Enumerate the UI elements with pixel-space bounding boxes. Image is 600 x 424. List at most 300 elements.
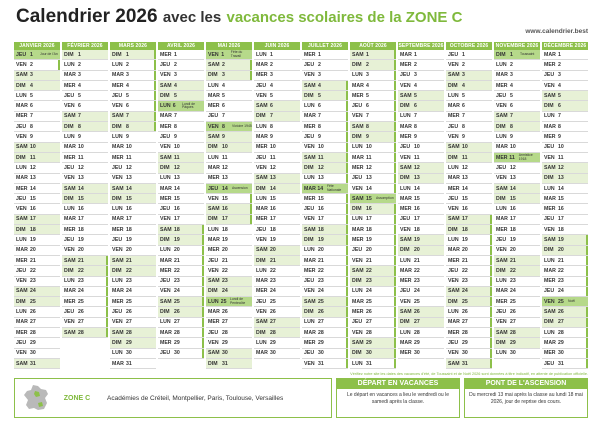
day-cell[interactable] (350, 246, 396, 256)
day-cell[interactable] (158, 101, 204, 111)
day-cell[interactable] (542, 143, 588, 153)
day-cell[interactable] (350, 194, 396, 204)
day-cell[interactable] (542, 204, 588, 214)
day-cell[interactable] (254, 318, 300, 328)
website-url[interactable]: www.calendrier.best (525, 28, 588, 35)
day-cell[interactable] (62, 266, 108, 276)
day-cell[interactable] (158, 174, 204, 184)
day-cell[interactable] (350, 174, 396, 184)
day-cell[interactable] (14, 132, 60, 142)
day-cell[interactable] (302, 287, 348, 297)
day-cell[interactable] (542, 112, 588, 122)
day-cell[interactable] (158, 256, 204, 266)
day-cell[interactable] (62, 143, 108, 153)
day-cell[interactable] (398, 163, 444, 173)
day-cell[interactable] (254, 101, 300, 111)
day-cell[interactable] (542, 318, 588, 328)
day-cell[interactable] (254, 132, 300, 142)
day-cell[interactable] (254, 143, 300, 153)
day-cell[interactable] (542, 287, 588, 297)
day-cell[interactable] (542, 60, 588, 70)
day-cell[interactable] (350, 101, 396, 111)
day-cell[interactable] (14, 50, 60, 60)
day-cell[interactable] (14, 328, 60, 338)
day-cell[interactable] (542, 50, 588, 60)
day-cell[interactable] (446, 194, 492, 204)
day-cell[interactable] (14, 184, 60, 194)
day-cell[interactable] (350, 163, 396, 173)
day-cell[interactable] (494, 174, 540, 184)
day-cell[interactable] (446, 215, 492, 225)
day-cell[interactable] (446, 153, 492, 163)
day-cell[interactable] (446, 204, 492, 214)
day-cell[interactable] (206, 328, 252, 338)
day-cell[interactable] (350, 349, 396, 359)
day-cell[interactable] (302, 153, 348, 163)
day-cell[interactable] (494, 266, 540, 276)
day-cell[interactable] (158, 338, 204, 348)
day-cell[interactable] (542, 225, 588, 235)
day-cell[interactable] (110, 81, 156, 91)
day-cell[interactable] (542, 215, 588, 225)
day-cell[interactable] (158, 204, 204, 214)
day-cell[interactable] (158, 153, 204, 163)
day-cell[interactable] (302, 81, 348, 91)
day-cell[interactable] (542, 163, 588, 173)
day-cell[interactable] (62, 297, 108, 307)
day-cell[interactable] (254, 235, 300, 245)
day-cell[interactable] (302, 71, 348, 81)
day-cell[interactable] (542, 174, 588, 184)
day-cell[interactable] (110, 204, 156, 214)
day-cell[interactable] (398, 235, 444, 245)
day-cell[interactable] (158, 287, 204, 297)
day-cell[interactable] (62, 235, 108, 245)
day-cell[interactable] (398, 297, 444, 307)
day-cell[interactable] (398, 60, 444, 70)
day-cell[interactable] (302, 349, 348, 359)
day-cell[interactable] (446, 50, 492, 60)
day-cell[interactable] (542, 71, 588, 81)
day-cell[interactable] (350, 328, 396, 338)
day-cell[interactable] (302, 184, 348, 194)
day-cell[interactable] (350, 153, 396, 163)
day-cell[interactable] (446, 112, 492, 122)
day-cell[interactable] (302, 307, 348, 317)
day-cell[interactable] (206, 287, 252, 297)
day-cell[interactable] (350, 338, 396, 348)
day-cell[interactable] (350, 112, 396, 122)
day-cell[interactable] (302, 235, 348, 245)
day-cell[interactable] (206, 266, 252, 276)
day-cell[interactable] (110, 266, 156, 276)
day-cell[interactable] (398, 204, 444, 214)
day-cell[interactable] (158, 60, 204, 70)
day-cell[interactable] (350, 204, 396, 214)
day-cell[interactable] (206, 235, 252, 245)
day-cell[interactable] (62, 328, 108, 338)
day-cell[interactable] (446, 349, 492, 359)
day-cell[interactable] (542, 235, 588, 245)
day-cell[interactable] (206, 318, 252, 328)
day-cell[interactable] (542, 153, 588, 163)
day-cell[interactable] (158, 307, 204, 317)
day-cell[interactable] (350, 132, 396, 142)
day-cell[interactable] (254, 307, 300, 317)
day-cell[interactable] (542, 349, 588, 359)
day-cell[interactable] (14, 174, 60, 184)
day-cell[interactable] (542, 256, 588, 266)
day-cell[interactable] (398, 122, 444, 132)
day-cell[interactable] (158, 112, 204, 122)
day-cell[interactable] (350, 266, 396, 276)
day-cell[interactable] (206, 359, 252, 369)
day-cell[interactable] (542, 91, 588, 101)
day-cell[interactable] (110, 194, 156, 204)
day-cell[interactable] (494, 235, 540, 245)
day-cell[interactable] (14, 215, 60, 225)
day-cell[interactable] (14, 153, 60, 163)
day-cell[interactable] (14, 81, 60, 91)
day-cell[interactable] (14, 338, 60, 348)
day-cell[interactable] (542, 122, 588, 132)
day-cell[interactable] (14, 71, 60, 81)
day-cell[interactable] (542, 359, 588, 369)
day-cell[interactable] (302, 204, 348, 214)
day-cell[interactable] (350, 225, 396, 235)
day-cell[interactable] (542, 277, 588, 287)
day-cell[interactable] (62, 318, 108, 328)
day-cell[interactable] (494, 184, 540, 194)
day-cell[interactable] (542, 132, 588, 142)
day-cell[interactable] (14, 60, 60, 70)
day-cell[interactable] (494, 163, 540, 173)
day-cell[interactable] (206, 297, 252, 307)
day-cell[interactable] (158, 50, 204, 60)
day-cell[interactable] (494, 338, 540, 348)
day-cell[interactable] (302, 318, 348, 328)
day-cell[interactable] (110, 318, 156, 328)
day-cell[interactable] (62, 112, 108, 122)
day-cell[interactable] (254, 266, 300, 276)
day-cell[interactable] (542, 184, 588, 194)
day-cell[interactable] (494, 307, 540, 317)
day-cell[interactable] (110, 184, 156, 194)
day-cell[interactable] (110, 60, 156, 70)
day-cell[interactable] (206, 194, 252, 204)
day-cell[interactable] (350, 359, 396, 369)
day-cell[interactable] (254, 163, 300, 173)
day-cell[interactable] (158, 235, 204, 245)
day-cell[interactable] (206, 174, 252, 184)
day-cell[interactable] (398, 184, 444, 194)
day-cell[interactable] (494, 60, 540, 70)
day-cell[interactable] (110, 132, 156, 142)
day-cell[interactable] (494, 256, 540, 266)
day-cell[interactable] (110, 153, 156, 163)
day-cell[interactable] (158, 277, 204, 287)
day-cell[interactable] (158, 246, 204, 256)
day-cell[interactable] (158, 297, 204, 307)
day-cell[interactable] (158, 163, 204, 173)
day-cell[interactable] (62, 122, 108, 132)
day-cell[interactable] (350, 122, 396, 132)
day-cell[interactable] (398, 215, 444, 225)
day-cell[interactable] (62, 132, 108, 142)
day-cell[interactable] (158, 215, 204, 225)
day-cell[interactable] (110, 246, 156, 256)
day-cell[interactable] (62, 153, 108, 163)
day-cell[interactable] (206, 153, 252, 163)
day-cell[interactable] (110, 297, 156, 307)
day-cell[interactable] (302, 194, 348, 204)
day-cell[interactable] (14, 235, 60, 245)
day-cell[interactable] (494, 153, 540, 163)
day-cell[interactable] (110, 359, 156, 369)
day-cell[interactable] (158, 318, 204, 328)
day-cell[interactable] (158, 71, 204, 81)
day-cell[interactable] (62, 91, 108, 101)
day-cell[interactable] (446, 307, 492, 317)
day-cell[interactable] (494, 287, 540, 297)
day-cell[interactable] (494, 91, 540, 101)
day-cell[interactable] (494, 328, 540, 338)
day-cell[interactable] (254, 112, 300, 122)
day-cell[interactable] (206, 277, 252, 287)
day-cell[interactable] (494, 101, 540, 111)
day-cell[interactable] (62, 307, 108, 317)
day-cell[interactable] (302, 338, 348, 348)
day-cell[interactable] (398, 246, 444, 256)
day-cell[interactable] (446, 235, 492, 245)
day-cell[interactable] (398, 153, 444, 163)
day-cell[interactable] (302, 122, 348, 132)
day-cell[interactable] (446, 143, 492, 153)
day-cell[interactable] (14, 297, 60, 307)
day-cell[interactable] (62, 184, 108, 194)
day-cell[interactable] (254, 277, 300, 287)
day-cell[interactable] (446, 91, 492, 101)
day-cell[interactable] (350, 277, 396, 287)
day-cell[interactable] (158, 132, 204, 142)
day-cell[interactable] (494, 112, 540, 122)
day-cell[interactable] (398, 287, 444, 297)
day-cell[interactable] (446, 163, 492, 173)
day-cell[interactable] (398, 101, 444, 111)
day-cell[interactable] (446, 225, 492, 235)
day-cell[interactable] (398, 50, 444, 60)
day-cell[interactable] (446, 81, 492, 91)
day-cell[interactable] (494, 318, 540, 328)
day-cell[interactable] (206, 81, 252, 91)
day-cell[interactable] (110, 163, 156, 173)
day-cell[interactable] (14, 349, 60, 359)
day-cell[interactable] (254, 204, 300, 214)
day-cell[interactable] (158, 225, 204, 235)
day-cell[interactable] (62, 163, 108, 173)
day-cell[interactable] (206, 256, 252, 266)
day-cell[interactable] (254, 349, 300, 359)
day-cell[interactable] (302, 215, 348, 225)
day-cell[interactable] (110, 101, 156, 111)
day-cell[interactable] (14, 101, 60, 111)
day-cell[interactable] (206, 101, 252, 111)
day-cell[interactable] (398, 266, 444, 276)
day-cell[interactable] (14, 204, 60, 214)
day-cell[interactable] (302, 91, 348, 101)
day-cell[interactable] (350, 50, 396, 60)
day-cell[interactable] (206, 122, 252, 132)
day-cell[interactable] (446, 184, 492, 194)
day-cell[interactable] (302, 132, 348, 142)
day-cell[interactable] (254, 174, 300, 184)
day-cell[interactable] (254, 81, 300, 91)
day-cell[interactable] (398, 174, 444, 184)
day-cell[interactable] (398, 71, 444, 81)
day-cell[interactable] (206, 246, 252, 256)
day-cell[interactable] (446, 277, 492, 287)
day-cell[interactable] (206, 307, 252, 317)
day-cell[interactable] (206, 204, 252, 214)
day-cell[interactable] (302, 50, 348, 60)
day-cell[interactable] (446, 297, 492, 307)
day-cell[interactable] (110, 256, 156, 266)
day-cell[interactable] (14, 163, 60, 173)
day-cell[interactable] (110, 307, 156, 317)
day-cell[interactable] (14, 266, 60, 276)
day-cell[interactable] (62, 50, 108, 60)
day-cell[interactable] (542, 266, 588, 276)
day-cell[interactable] (494, 246, 540, 256)
day-cell[interactable] (14, 287, 60, 297)
day-cell[interactable] (446, 328, 492, 338)
day-cell[interactable] (542, 246, 588, 256)
day-cell[interactable] (110, 91, 156, 101)
day-cell[interactable] (110, 174, 156, 184)
day-cell[interactable] (494, 349, 540, 359)
day-cell[interactable] (494, 194, 540, 204)
day-cell[interactable] (302, 112, 348, 122)
day-cell[interactable] (206, 184, 252, 194)
day-cell[interactable] (14, 91, 60, 101)
day-cell[interactable] (158, 91, 204, 101)
day-cell[interactable] (398, 338, 444, 348)
day-cell[interactable] (446, 71, 492, 81)
day-cell[interactable] (158, 349, 204, 359)
day-cell[interactable] (398, 225, 444, 235)
day-cell[interactable] (350, 235, 396, 245)
day-cell[interactable] (62, 194, 108, 204)
day-cell[interactable] (302, 328, 348, 338)
day-cell[interactable] (14, 256, 60, 266)
day-cell[interactable] (350, 60, 396, 70)
day-cell[interactable] (206, 112, 252, 122)
day-cell[interactable] (350, 143, 396, 153)
day-cell[interactable] (206, 91, 252, 101)
day-cell[interactable] (62, 101, 108, 111)
day-cell[interactable] (254, 122, 300, 132)
day-cell[interactable] (446, 359, 492, 369)
day-cell[interactable] (398, 132, 444, 142)
day-cell[interactable] (302, 174, 348, 184)
day-cell[interactable] (14, 359, 60, 369)
day-cell[interactable] (542, 307, 588, 317)
day-cell[interactable] (254, 287, 300, 297)
day-cell[interactable] (302, 246, 348, 256)
day-cell[interactable] (254, 297, 300, 307)
day-cell[interactable] (62, 225, 108, 235)
day-cell[interactable] (14, 122, 60, 132)
day-cell[interactable] (446, 174, 492, 184)
day-cell[interactable] (110, 71, 156, 81)
day-cell[interactable] (206, 338, 252, 348)
day-cell[interactable] (494, 215, 540, 225)
day-cell[interactable] (542, 338, 588, 348)
day-cell[interactable] (350, 318, 396, 328)
day-cell[interactable] (14, 307, 60, 317)
day-cell[interactable] (158, 143, 204, 153)
day-cell[interactable] (446, 132, 492, 142)
day-cell[interactable] (62, 277, 108, 287)
day-cell[interactable] (302, 359, 348, 369)
day-cell[interactable] (110, 235, 156, 245)
day-cell[interactable] (110, 50, 156, 60)
day-cell[interactable] (302, 225, 348, 235)
day-cell[interactable] (446, 338, 492, 348)
day-cell[interactable] (542, 81, 588, 91)
day-cell[interactable] (62, 246, 108, 256)
day-cell[interactable] (398, 143, 444, 153)
day-cell[interactable] (62, 204, 108, 214)
day-cell[interactable] (14, 112, 60, 122)
day-cell[interactable] (542, 194, 588, 204)
day-cell[interactable] (398, 307, 444, 317)
day-cell[interactable] (254, 194, 300, 204)
day-cell[interactable] (62, 71, 108, 81)
day-cell[interactable] (302, 163, 348, 173)
day-cell[interactable] (158, 266, 204, 276)
day-cell[interactable] (62, 256, 108, 266)
day-cell[interactable] (206, 163, 252, 173)
day-cell[interactable] (110, 349, 156, 359)
day-cell[interactable] (62, 215, 108, 225)
day-cell[interactable] (398, 112, 444, 122)
day-cell[interactable] (254, 225, 300, 235)
day-cell[interactable] (542, 101, 588, 111)
day-cell[interactable] (494, 81, 540, 91)
day-cell[interactable] (254, 328, 300, 338)
day-cell[interactable] (206, 143, 252, 153)
day-cell[interactable] (398, 318, 444, 328)
day-cell[interactable] (62, 174, 108, 184)
day-cell[interactable] (254, 338, 300, 348)
day-cell[interactable] (398, 256, 444, 266)
day-cell[interactable] (446, 101, 492, 111)
day-cell[interactable] (350, 215, 396, 225)
day-cell[interactable] (14, 143, 60, 153)
day-cell[interactable] (398, 349, 444, 359)
day-cell[interactable] (446, 60, 492, 70)
day-cell[interactable] (542, 328, 588, 338)
day-cell[interactable] (206, 225, 252, 235)
day-cell[interactable] (254, 215, 300, 225)
day-cell[interactable] (494, 225, 540, 235)
day-cell[interactable] (206, 71, 252, 81)
day-cell[interactable] (398, 277, 444, 287)
day-cell[interactable] (446, 246, 492, 256)
day-cell[interactable] (110, 122, 156, 132)
day-cell[interactable] (350, 297, 396, 307)
